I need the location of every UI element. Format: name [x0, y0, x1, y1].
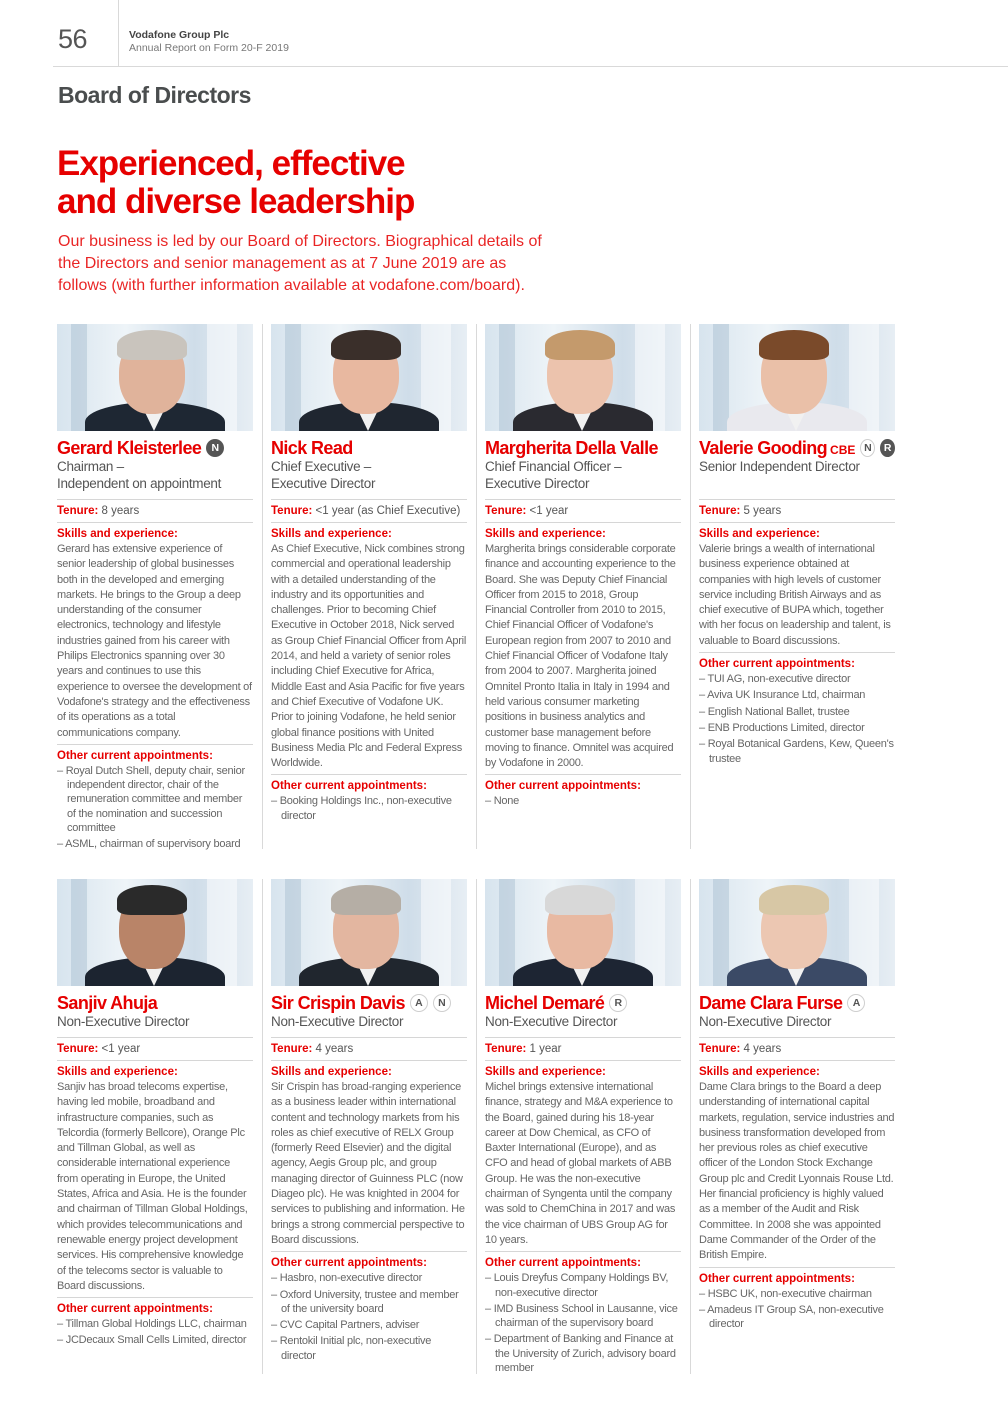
divider: [485, 522, 681, 523]
divider: [57, 1297, 253, 1298]
director-name: Sanjiv Ahuja: [57, 992, 158, 1013]
committee-badge-r: R: [609, 994, 627, 1012]
tenure: [271, 1042, 467, 1057]
director-name: Dame Clara Furse: [699, 992, 843, 1013]
headline-line-2: and diverse leadership: [57, 182, 415, 221]
tenure-value: 4 years: [315, 1043, 354, 1055]
skills-text: Sanjiv has broad telecoms expertise, having led mobile, broadband and infrastructure companies, such as Telcordia (formerly Bellcore), Orange Plc and Tillman Global, as well as considerable international experience from operating in Europe, the United States, Africa and Asia. He is the founder and chairman of Tillman Global Holdings, which provides telecommunications and renewable energy project development services. His comprehensive knowledge of the telecoms sector is valuable to Board discussions.: [57, 1081, 248, 1292]
director-name-row: [271, 438, 467, 458]
appointments-list: [271, 1271, 467, 1363]
director-name: Margherita Della Valle: [485, 437, 658, 458]
director-card: [485, 879, 681, 1377]
committee-badge-r: R: [880, 439, 895, 457]
column-divider: [690, 879, 691, 1374]
appointments-label: Other current appointments:: [57, 749, 213, 762]
tenure: [699, 1042, 895, 1057]
director-card: [699, 324, 895, 768]
director-role-line-1: Non-Executive Director: [271, 1014, 404, 1029]
director-photo: [57, 879, 253, 986]
tenure: [57, 504, 253, 519]
divider: [699, 1267, 895, 1268]
director-name-row: [485, 438, 681, 458]
column-divider: [262, 879, 263, 1374]
tenure-value: <1 year (as Chief Executive): [315, 505, 461, 517]
divider: [271, 1251, 467, 1252]
committee-badge-a: A: [410, 994, 428, 1012]
skills-text: As Chief Executive, Nick combines strong commercial and operational leadership with a detailed understanding of the industry and its opportunities and challenges. Prior to becoming Chief Executive in October 2018, Nick served as Group Chief Financial Officer from April 2014, and held a variety of senior roles including Chief Executive for Africa, Middle East and Asia Pacific for five years and Chief Executive of Vodafone UK. Prior to joining Vodafone, he held senior global finance positions with United Business Media Plc and Federal Express Worldwide.: [271, 543, 467, 770]
committee-badge-n: N: [433, 994, 451, 1012]
tenure-value: 8 years: [101, 505, 140, 517]
report-title: Annual Report on Form 20-F 2019: [129, 42, 289, 54]
director-photo: [485, 879, 681, 986]
director-photo: [699, 879, 895, 986]
tenure-value: 4 years: [743, 1043, 782, 1055]
divider: [485, 1060, 681, 1061]
headline-line-1: Experienced, effective: [57, 144, 405, 183]
intro-paragraph: Our business is led by our Board of Directors. Biographical details of the Directors and senior management as at 7 June 2019 are as follows (with further information available at vodafone.com/board).: [58, 233, 542, 294]
director-role-line-2: Independent on appointment: [57, 476, 222, 491]
appointment-item: – Department of Banking and Finance at the University of Zurich, advisory board member: [485, 1332, 681, 1375]
appointments-list: [57, 764, 253, 852]
skills-label: Skills and experience:: [485, 528, 606, 540]
appointment-item: – Royal Botanical Gardens, Kew, Queen's trustee: [699, 737, 895, 766]
director-role-line-1: Chairman –: [57, 459, 124, 474]
divider: [699, 522, 895, 523]
skills-text: Margherita brings considerable corporate finance and accounting experience to the Board. She was Deputy Chief Financial Officer from 2015 to 2018, Group Financial Controller from 2010 to 2015, Chief Financial Officer of Vodafone's European region from 2007 to 2010 and Chief Financial Officer of Vodafone Italy from 2004 to 2007. Margherita joined Omnitel Pronto Italia in Italy in 1994 and held various consumer marketing positions in business analytics and customer base management before moving to finance. Omnitel was acquired by Vodafone in 2000.: [485, 543, 676, 770]
director-honour: CBE: [830, 442, 856, 457]
tenure-value: <1 year: [529, 505, 569, 517]
divider: [271, 1037, 467, 1038]
director-name-row: [485, 993, 681, 1013]
director-role: [57, 1013, 253, 1034]
appointment-item: – Booking Holdings Inc., non-executive director: [271, 794, 467, 823]
director-name-row: [57, 438, 253, 458]
appointment-item: – IMD Business School in Lausanne, vice chairman of the supervisory board: [485, 1302, 681, 1331]
appointments-label: Other current appointments:: [485, 780, 641, 793]
page-header: [0, 0, 1008, 68]
appointment-item: – None: [485, 794, 681, 808]
skills-label: Skills and experience:: [699, 1066, 820, 1078]
director-photo: [57, 324, 253, 431]
appointment-item: – ENB Productions Limited, director: [699, 721, 895, 735]
skills-label: Skills and experience:: [57, 528, 178, 540]
appointments-list: [57, 1317, 253, 1348]
director-role-line-1: Non-Executive Director: [485, 1014, 618, 1029]
skills-label: Skills and experience:: [699, 528, 820, 540]
committee-badge-n: N: [860, 439, 875, 457]
header-rule: [53, 66, 1008, 67]
director-role-line-1: Chief Financial Officer –: [485, 459, 622, 474]
director-role-line-1: Chief Executive –: [271, 459, 371, 474]
director-card: [271, 879, 467, 1365]
tenure: [271, 504, 467, 519]
director-role: [271, 458, 467, 496]
tenure-label: Tenure:: [699, 1043, 741, 1055]
director-card: [57, 324, 253, 854]
appointments-label: Other current appointments:: [485, 1257, 641, 1270]
appointments-list: [271, 794, 467, 823]
director-card: [485, 324, 681, 811]
director-role-line-2: Executive Director: [485, 476, 590, 491]
tenure: [699, 504, 895, 519]
tenure-label: Tenure:: [271, 505, 313, 517]
director-role-line-2: Executive Director: [271, 476, 376, 491]
director-name: Nick Read: [271, 437, 353, 458]
tenure-value: <1 year: [101, 1043, 141, 1055]
skills-text: Sir Crispin has broad-ranging experience as a business leader within international content and technology markets from his roles as chief executive of RELX Group (formerly Reed Elsevier) and the digital agency, Aegis Group plc, and group managing director of Guinness PLC (now Diageo plc). He was knighted in 2004 for services to publishing and information. He brings a strong commercial perspective to Board discussions.: [271, 1081, 465, 1246]
divider: [271, 774, 467, 775]
director-role-line-1: Non-Executive Director: [57, 1014, 190, 1029]
appointments-label: Other current appointments:: [699, 1272, 855, 1285]
director-photo: [271, 324, 467, 431]
director-photo: [271, 879, 467, 986]
page-number: 56: [58, 24, 88, 54]
appointment-item: – HSBC UK, non-executive chairman: [699, 1287, 895, 1301]
column-divider: [476, 324, 477, 849]
tenure-value: 5 years: [743, 505, 782, 517]
director-card: [271, 324, 467, 825]
appointment-item: – Hasbro, non-executive director: [271, 1271, 467, 1285]
divider: [57, 1060, 253, 1061]
director-role: [485, 458, 681, 496]
committee-badge-a: A: [847, 994, 865, 1012]
tenure-value: 1 year: [529, 1043, 562, 1055]
divider: [699, 1060, 895, 1061]
director-card: [57, 879, 253, 1350]
tenure-label: Tenure:: [57, 1043, 99, 1055]
director-name-row: [699, 993, 895, 1013]
skills-text: Gerard has extensive experience of senior leadership of global businesses both in the developed and emerging markets. He brings to the Group a deep understanding of the consumer electronics, technology and lifestyle industries gained from his career with Philips Electronics spanning over 30 years and continues to use this experience to oversee the development of Vodafone's strategy and the effectiveness of its operations as a total communications company.: [57, 543, 252, 739]
divider: [57, 499, 253, 500]
appointment-item: – Rentokil Initial plc, non-executive director: [271, 1334, 467, 1363]
appointment-item: – ASML, chairman of supervisory board: [57, 837, 253, 851]
committee-badge-n: N: [206, 439, 224, 457]
appointments-list: [485, 794, 681, 808]
column-divider: [476, 879, 477, 1374]
headline: [57, 145, 557, 221]
divider: [699, 499, 895, 500]
appointments-list: [699, 1287, 895, 1332]
appointment-item: – Aviva UK Insurance Ltd, chairman: [699, 688, 895, 702]
director-role: [57, 458, 253, 496]
director-name: Valerie Gooding: [699, 437, 828, 458]
appointment-item: – Amadeus IT Group SA, non-executive director: [699, 1303, 895, 1332]
director-photo: [699, 324, 895, 431]
appointment-item: – Louis Dreyfus Company Holdings BV, non-executive director: [485, 1271, 681, 1300]
column-divider: [690, 324, 691, 849]
director-role: [699, 1013, 895, 1034]
director-name-row: [699, 438, 895, 458]
appointments-label: Other current appointments:: [57, 1303, 213, 1316]
company-name: Vodafone Group Plc: [129, 29, 230, 41]
tenure-label: Tenure:: [699, 505, 741, 517]
appointment-item: – CVC Capital Partners, adviser: [271, 1318, 467, 1332]
column-divider: [262, 324, 263, 849]
appointment-item: – Tillman Global Holdings LLC, chairman: [57, 1317, 253, 1331]
director-role: [271, 1013, 467, 1034]
appointments-label: Other current appointments:: [699, 658, 855, 671]
director-name: Sir Crispin Davis: [271, 992, 405, 1013]
director-name: Michel Demaré: [485, 992, 605, 1013]
appointments-list: [699, 672, 895, 766]
skills-label: Skills and experience:: [57, 1066, 178, 1078]
director-photo: [485, 324, 681, 431]
divider: [699, 1037, 895, 1038]
appointments-label: Other current appointments:: [271, 1257, 427, 1270]
director-name: Gerard Kleisterlee: [57, 437, 202, 458]
divider: [271, 522, 467, 523]
divider: [485, 774, 681, 775]
divider: [485, 1251, 681, 1252]
director-role: [485, 1013, 681, 1034]
skills-text: Valerie brings a wealth of international business experience obtained at companies with high levels of customer service including British Airways and as chief executive of BUPA which, together with her focus on leadership and talent, is valuable to Board discussions.: [699, 543, 891, 647]
director-name-row: [57, 993, 253, 1013]
tenure-label: Tenure:: [485, 505, 527, 517]
header-divider: [118, 0, 119, 67]
tenure-label: Tenure:: [271, 1043, 313, 1055]
appointments-label: Other current appointments:: [271, 780, 427, 793]
divider: [485, 1037, 681, 1038]
director-role-line-1: Non-Executive Director: [699, 1014, 832, 1029]
tenure: [57, 1042, 253, 1057]
director-card: [699, 879, 895, 1333]
tenure: [485, 1042, 681, 1057]
appointments-list: [485, 1271, 681, 1375]
director-role: [699, 458, 895, 496]
skills-text: Michel brings extensive international finance, strategy and M&A experience to the Board, gained during his 18-year career at Dow Chemical, as CFO of Baxter International (Europe), and as CFO and head of global markets of ABB Group. He was the non-executive chairman of Syngenta until the company was sold to ChemChina in 2017 and was the vice chairman of UBS Group AG for 10 years.: [485, 1081, 676, 1246]
divider: [485, 499, 681, 500]
appointment-item: – Royal Dutch Shell, deputy chair, senior independent director, chair of the remuneration committee and member of the nomination and succession committee: [57, 764, 253, 835]
tenure: [485, 504, 681, 519]
divider: [57, 522, 253, 523]
director-name-row: [271, 993, 467, 1013]
skills-text: Dame Clara brings to the Board a deep understanding of international capital markets, regulation, service industries and business transformation developed from her previous roles as chief executive officer of the London Stock Exchange Group plc and Credit Lyonnais Rouse Ltd. Her financial proficiency is highly valued as a member of the Audit and Risk Committee. In 2008 she was appointed Dame Commander of the Order of the British Empire.: [699, 1081, 895, 1262]
divider: [57, 744, 253, 745]
skills-label: Skills and experience:: [485, 1066, 606, 1078]
appointment-item: – JCDecaux Small Cells Limited, director: [57, 1333, 253, 1347]
divider: [699, 652, 895, 653]
tenure-label: Tenure:: [57, 505, 99, 517]
appointment-item: – English National Ballet, trustee: [699, 705, 895, 719]
skills-label: Skills and experience:: [271, 528, 392, 540]
section-title: Board of Directors: [58, 82, 251, 108]
divider: [57, 1037, 253, 1038]
appointment-item: – Oxford University, trustee and member of the university board: [271, 1288, 467, 1317]
tenure-label: Tenure:: [485, 1043, 527, 1055]
divider: [271, 499, 467, 500]
skills-label: Skills and experience:: [271, 1066, 392, 1078]
divider: [271, 1060, 467, 1061]
director-role-line-1: Senior Independent Director: [699, 459, 860, 474]
appointment-item: – TUI AG, non-executive director: [699, 672, 895, 686]
